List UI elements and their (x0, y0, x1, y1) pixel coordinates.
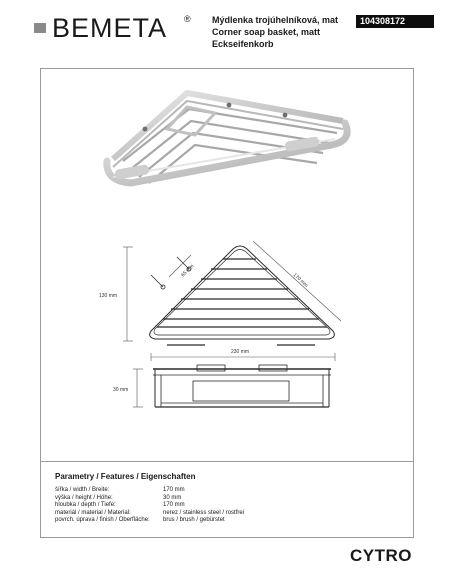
spec-row-width (55, 487, 375, 495)
drawing-frame (40, 68, 414, 462)
specs-panel (40, 462, 414, 538)
spec-value: nerez / stainless steel / rostfrei (163, 509, 245, 516)
brand-name: BEMETA (52, 13, 168, 43)
title-czech: Mýdlenka trojúhelníková, mat (212, 15, 339, 25)
spec-value: brus / brush / gebürstet (163, 517, 225, 524)
spec-row-height (55, 495, 375, 503)
spec-row-material (55, 510, 375, 518)
dim-width-label: 230 mm (231, 349, 250, 355)
dim-side-label: 170 mm (291, 272, 309, 289)
side-view-dimensions (133, 369, 143, 407)
specs-title: Parametry / Features / Eigenschaften (55, 472, 196, 481)
product-title-block (212, 14, 352, 50)
registered-mark: ® (184, 14, 191, 24)
brand-logo (34, 11, 194, 41)
spec-label: hloubka / depth / Tiefe: (55, 502, 116, 509)
spec-value: 30 mm (163, 494, 182, 501)
specs-table (55, 487, 375, 525)
title-german: Eckseifenkorb (212, 39, 274, 49)
dim-height-label: 130 mm (99, 293, 118, 299)
spec-label: povrch. úprava / finish / Oberfläche: (55, 517, 150, 524)
spec-label: výška / height / Höhe: (55, 494, 113, 501)
top-view-drawing (150, 246, 335, 345)
spec-label: šířka / width / Breite: (55, 487, 110, 493)
logo-square-mark (34, 23, 46, 33)
collection-name: CYTRO (350, 546, 412, 565)
spec-row-finish (55, 517, 375, 525)
spec-value: 170 mm (163, 502, 185, 509)
product-photo (107, 93, 347, 183)
product-code-badge: 104308172 (356, 15, 434, 28)
product-drawing (41, 69, 415, 463)
dim-depth-label: 30 mm (113, 387, 129, 393)
spec-label: materiál / material / Material: (55, 509, 131, 516)
dim-mount-label: 65 mm (180, 263, 196, 279)
title-english: Corner soap basket, matt (212, 27, 321, 37)
spec-row-depth (55, 502, 375, 510)
side-view-drawing (153, 365, 331, 407)
spec-value: 170 mm (163, 487, 185, 493)
